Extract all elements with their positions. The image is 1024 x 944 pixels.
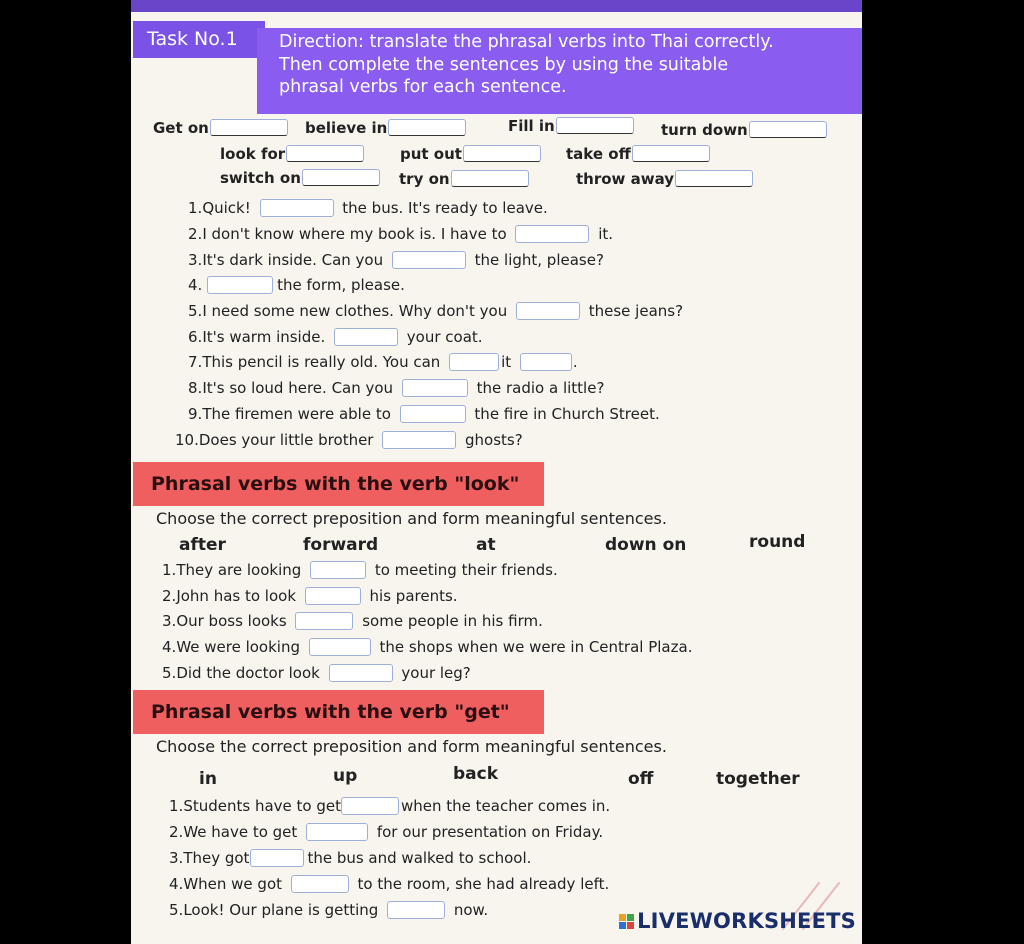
section-heading-look: Phrasal verbs with the verb "look"	[133, 462, 544, 506]
sentence-row: 8.It's so loud here. Can you the radio a little?	[188, 379, 605, 397]
sentence-row: 4. the form, please.	[188, 276, 405, 294]
verb-fill-in: Fill in	[508, 117, 636, 135]
grid-logo-icon	[619, 914, 634, 929]
translation-input[interactable]	[388, 119, 466, 136]
sentence-row: 4.When we got to the room, she had already left.	[169, 875, 610, 893]
translation-input[interactable]	[675, 170, 753, 187]
sentence-row: 2.I don't know where my book is. I have to it.	[188, 225, 614, 243]
answer-input[interactable]	[402, 379, 468, 397]
brand-logo	[619, 909, 856, 933]
verb-look-for: look for	[220, 145, 366, 163]
answer-input[interactable]	[520, 353, 572, 371]
section-instruction: Choose the correct preposition and form meaningful sentences.	[156, 737, 667, 756]
answer-input[interactable]	[341, 797, 399, 815]
translation-input[interactable]	[302, 169, 380, 186]
verb-turn-down: turn down	[661, 121, 829, 139]
answer-input[interactable]	[291, 875, 349, 893]
task-label: Task No.1	[133, 21, 265, 58]
translation-input[interactable]	[451, 170, 529, 187]
sentence-row: 3.Our boss looks some people in his firm.	[162, 612, 543, 630]
sentence-row: 5.Look! Our plane is getting now.	[169, 901, 489, 919]
option-word: forward	[303, 535, 379, 555]
verb-believe-in: believe in	[305, 119, 468, 137]
verb-switch-on: switch on	[220, 169, 382, 187]
sentence-row: 7.This pencil is really old. You can it .	[188, 353, 578, 371]
answer-input[interactable]	[260, 199, 334, 217]
verb-put-out: put out	[400, 145, 543, 163]
translation-input[interactable]	[749, 121, 827, 138]
option-word: up	[333, 766, 358, 786]
sentence-row: 6.It's warm inside. your coat.	[188, 328, 483, 346]
sentence-row: 10.Does your little brother ghosts?	[175, 431, 523, 449]
verb-try-on: try on	[399, 170, 531, 188]
option-word: off	[628, 769, 654, 789]
option-word: together	[716, 769, 800, 789]
verb-take-off: take off	[566, 145, 712, 163]
section-heading-get: Phrasal verbs with the verb "get"	[133, 690, 544, 734]
option-word: round	[749, 532, 806, 552]
answer-input[interactable]	[309, 638, 371, 656]
answer-input[interactable]	[310, 561, 366, 579]
sentence-row: 3.It's dark inside. Can you the light, please?	[188, 251, 604, 269]
verb-throw-away: throw away	[576, 170, 755, 188]
sentence-row: 1.Quick! the bus. It's ready to leave.	[188, 199, 548, 217]
answer-input[interactable]	[305, 587, 361, 605]
option-word: down on	[605, 535, 687, 555]
option-word: in	[199, 769, 217, 789]
answer-input[interactable]	[392, 251, 466, 269]
answer-input[interactable]	[207, 276, 273, 294]
answer-input[interactable]	[306, 823, 368, 841]
direction-line: Then complete the sentences by using the suitable	[279, 54, 729, 75]
verb-get-on: Get on	[153, 119, 290, 137]
sentence-row: 2.We have to get for our presentation on Friday.	[169, 823, 604, 841]
answer-input[interactable]	[295, 612, 353, 630]
sentence-row: 4.We were looking the shops when we were in Central Plaza.	[162, 638, 693, 656]
answer-input[interactable]	[382, 431, 456, 449]
answer-input[interactable]	[334, 328, 398, 346]
translation-input[interactable]	[286, 145, 364, 162]
answer-input[interactable]	[387, 901, 445, 919]
option-word: back	[453, 764, 499, 784]
sentence-row: 1.They are looking to meeting their friends.	[162, 561, 558, 579]
translation-input[interactable]	[556, 117, 634, 134]
sentence-row: 5.I need some new clothes. Why don't you these jeans?	[188, 302, 684, 320]
answer-input[interactable]	[400, 405, 466, 423]
section-instruction: Choose the correct preposition and form meaningful sentences.	[156, 509, 667, 528]
answer-input[interactable]	[250, 849, 304, 867]
brand-name: LIVEWORKSHEETS	[637, 909, 856, 933]
sentence-row: 3.They got the bus and walked to school.	[169, 849, 532, 867]
translation-input[interactable]	[632, 145, 710, 162]
answer-input[interactable]	[449, 353, 499, 371]
translation-input[interactable]	[463, 145, 541, 162]
option-word: after	[179, 535, 226, 555]
sentence-row: 9.The firemen were able to the fire in Church Street.	[188, 405, 660, 423]
top-bar	[131, 0, 862, 12]
sentence-row: 5.Did the doctor look your leg?	[162, 664, 471, 682]
answer-input[interactable]	[515, 225, 589, 243]
worksheet-page	[131, 0, 862, 944]
option-word: at	[476, 535, 496, 555]
direction-box	[257, 28, 862, 114]
sentence-row: 1.Students have to get when the teacher comes in.	[169, 797, 611, 815]
direction-line: phrasal verbs for each sentence.	[279, 77, 567, 97]
answer-input[interactable]	[329, 664, 393, 682]
answer-input[interactable]	[516, 302, 580, 320]
sentence-row: 2.John has to look his parents.	[162, 587, 458, 605]
translation-input[interactable]	[210, 119, 288, 136]
direction-line: Direction: translate the phrasal verbs into Thai correctly.	[279, 32, 774, 52]
